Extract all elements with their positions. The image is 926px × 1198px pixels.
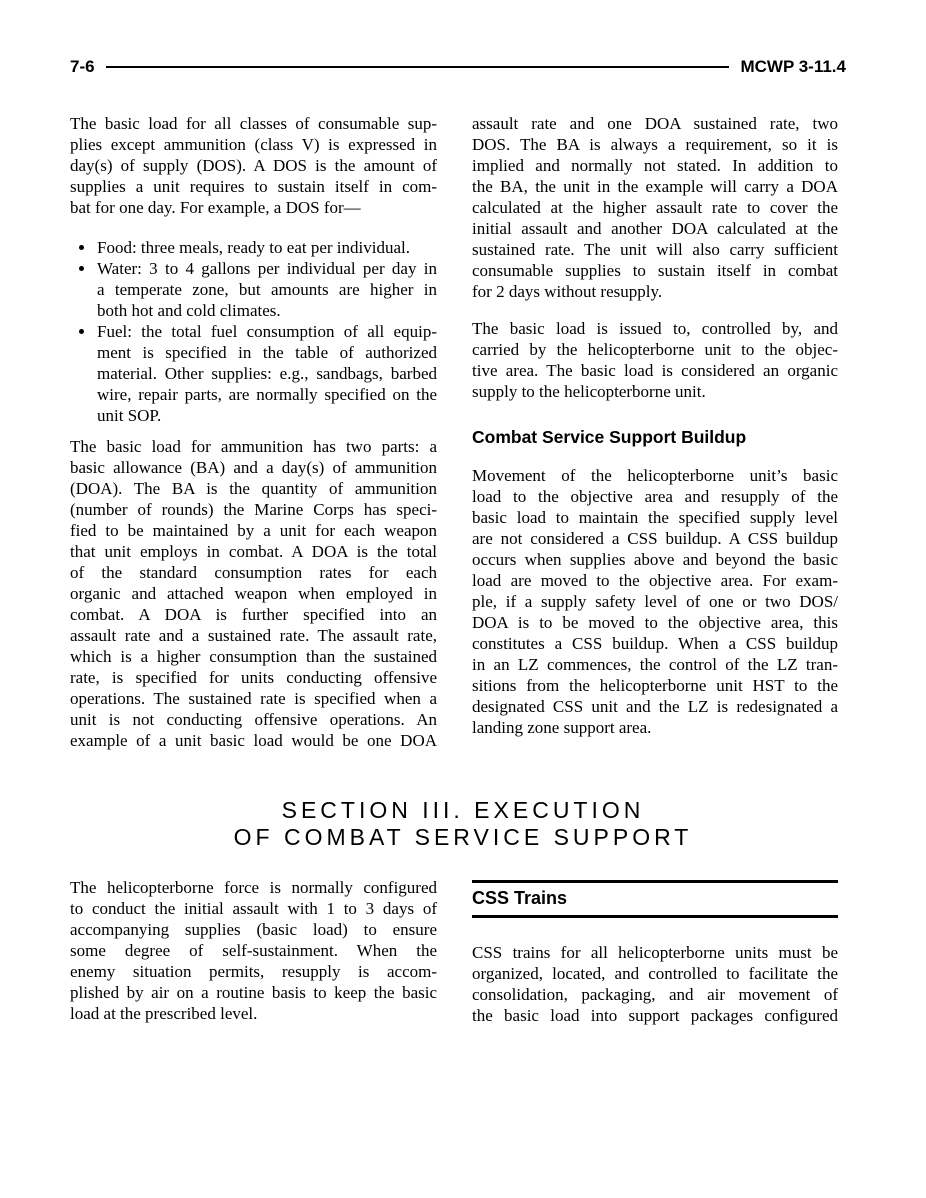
text-line: unit is not conducting offensive operations. An xyxy=(70,710,437,729)
bottom-right-column xyxy=(472,877,838,1026)
header-rule xyxy=(106,66,730,68)
text-line: supplies a unit requires to sustain itself in com- xyxy=(70,177,437,196)
text-line: example of a unit basic load would be one DOA xyxy=(70,731,437,750)
text-line: both hot and cold climates. xyxy=(97,301,281,320)
text-line: CSS trains for all helicopterborne units must be xyxy=(472,943,838,962)
text-line: are not considered a CSS buildup. A CSS buildup xyxy=(472,529,838,548)
text-line: occurs when supplies above and beyond the basic xyxy=(472,550,838,569)
text-line: ment is specified in the table of authorized xyxy=(97,343,437,362)
bullet-item-fuel xyxy=(70,321,437,426)
text-line: rate, is specified for units conducting offensive xyxy=(70,668,437,687)
section-heading xyxy=(0,797,926,851)
text-line: load are moved to the objective area. For exam- xyxy=(472,571,838,590)
text-line: The helicopterborne force is normally configured xyxy=(70,878,437,897)
text-line: DOS. The BA is always a requirement, so it is xyxy=(472,135,838,154)
text-line: bat for one day. For example, a DOS for— xyxy=(70,198,361,217)
text-line: initial assault and another DOA calculated at the xyxy=(472,219,838,238)
text-line: calculated at the higher assault rate to cover the xyxy=(472,198,838,217)
text-line: operations. The sustained rate is specified when a xyxy=(70,689,437,708)
bullet-text xyxy=(97,237,437,258)
text-line: The basic load is issued to, controlled by, and xyxy=(472,319,838,338)
text-line: accompanying supplies (basic load) to ensure xyxy=(70,920,437,939)
paragraph xyxy=(472,318,838,402)
text-line: consumable supplies to sustain itself in combat xyxy=(472,261,838,280)
text-line: designated CSS unit and the LZ is redesignated a xyxy=(472,697,838,716)
page-header xyxy=(70,57,846,77)
text-line: The basic load for ammunition has two parts: a xyxy=(70,437,437,456)
text-line: for 2 days without resupply. xyxy=(472,282,663,301)
text-line: organized, located, and controlled to facilitate the xyxy=(472,964,838,983)
paragraph xyxy=(472,942,838,1026)
text-line: in an LZ commences, the control of the LZ tran- xyxy=(472,655,838,674)
text-line: consolidation, packaging, and air movement of xyxy=(472,985,838,1004)
bullet-icon xyxy=(79,245,84,250)
bullet-text xyxy=(97,321,437,426)
doc-code: MCWP 3-11.4 xyxy=(740,57,846,76)
text-line: unit SOP. xyxy=(97,406,162,425)
text-line: sitions from the helicopterborne unit HST to the xyxy=(472,676,838,695)
text-line: Food: three meals, ready to eat per individual. xyxy=(97,238,410,257)
bullet-icon xyxy=(79,266,84,271)
text-line: to conduct the initial assault with 1 to 3 days of xyxy=(70,899,437,918)
bullet-item-water xyxy=(70,258,437,321)
text-line: fied to be maintained by a unit for each weapon xyxy=(70,521,437,540)
text-line: sustained rate. The unit will also carry sufficient xyxy=(472,240,838,259)
text-line: organic and attached weapon when employed in xyxy=(70,584,437,603)
text-line: Water: 3 to 4 gallons per individual per day in xyxy=(97,259,437,278)
text-line: enemy situation permits, resupply is accom- xyxy=(70,962,437,981)
paragraph xyxy=(70,436,437,751)
text-line: day(s) of supply (DOS). A DOS is the amount of xyxy=(70,156,437,175)
bullet-icon xyxy=(79,329,84,334)
paragraph xyxy=(472,113,838,302)
bullet-item-food xyxy=(70,237,437,258)
text-line: combat. A DOA is further specified into an xyxy=(70,605,437,624)
text-line: load at the prescribed level. xyxy=(70,1004,258,1023)
text-line: ple, if a supply safety level of one or two DOS/ xyxy=(472,592,838,611)
text-line: assault rate and a sustained rate. The assault rate, xyxy=(70,626,437,645)
text-line: plies except ammunition (class V) is expressed in xyxy=(70,135,437,154)
text-line: which is a higher consumption than the sustained xyxy=(70,647,437,666)
text-line: (number of rounds) the Marine Corps has speci- xyxy=(70,500,437,519)
text-line: the BA, the unit in the example will carry a DOA xyxy=(472,177,838,196)
section-heading-line2: OF COMBAT SERVICE SUPPORT xyxy=(233,824,693,850)
page-number: 7-6 xyxy=(70,57,95,76)
text-line: DOA is to be moved to the objective area, this xyxy=(472,613,838,632)
text-line: constitutes a CSS buildup. When a CSS buildup xyxy=(472,634,838,653)
text-line: (DOA). The BA is the quantity of ammunition xyxy=(70,479,437,498)
text-line: a temperate zone, but amounts are higher in xyxy=(97,280,437,299)
section-heading-line1: SECTION III. EXECUTION xyxy=(281,797,645,823)
text-line: The basic load for all classes of consumable sup- xyxy=(70,114,437,133)
text-line: Fuel: the total fuel consumption of all equip- xyxy=(97,322,437,341)
subsection-heading-css-buildup: Combat Service Support Buildup xyxy=(472,427,747,447)
text-line: carried by the helicopterborne unit to the objec- xyxy=(472,340,838,359)
paragraph xyxy=(70,113,437,218)
text-line: of the standard consumption rates for each xyxy=(70,563,437,582)
text-line: material. Other supplies: e.g., sandbags, barbed xyxy=(97,364,437,383)
bottom-left-column xyxy=(70,877,437,1024)
subsection-heading-css-trains: CSS Trains xyxy=(472,880,838,918)
text-line: landing zone support area. xyxy=(472,718,652,737)
bullet-text xyxy=(97,258,437,321)
right-column xyxy=(472,113,838,738)
text-line: basic allowance (BA) and a day(s) of ammunition xyxy=(70,458,437,477)
text-line: the basic load into support packages configured xyxy=(472,1006,838,1025)
text-line: supply to the helicopterborne unit. xyxy=(472,382,706,401)
text-line: Movement of the helicopterborne unit’s basic xyxy=(472,466,838,485)
bullet-list xyxy=(70,237,437,426)
text-line: plished by air on a routine basis to keep the basic xyxy=(70,983,437,1002)
text-line: wire, repair parts, are normally specified on the xyxy=(97,385,437,404)
paragraph xyxy=(70,877,437,1024)
text-line: that unit employs in combat. A DOA is the total xyxy=(70,542,437,561)
text-line: load to the objective area and resupply of the xyxy=(472,487,838,506)
text-line: some degree of self-sustainment. When the xyxy=(70,941,437,960)
text-line: implied and normally not stated. In addition to xyxy=(472,156,838,175)
text-line: assault rate and one DOA sustained rate, two xyxy=(472,114,838,133)
paragraph xyxy=(472,465,838,738)
text-line: basic load to maintain the specified supply level xyxy=(472,508,838,527)
text-line: tive area. The basic load is considered an organic xyxy=(472,361,838,380)
left-column xyxy=(70,113,437,751)
